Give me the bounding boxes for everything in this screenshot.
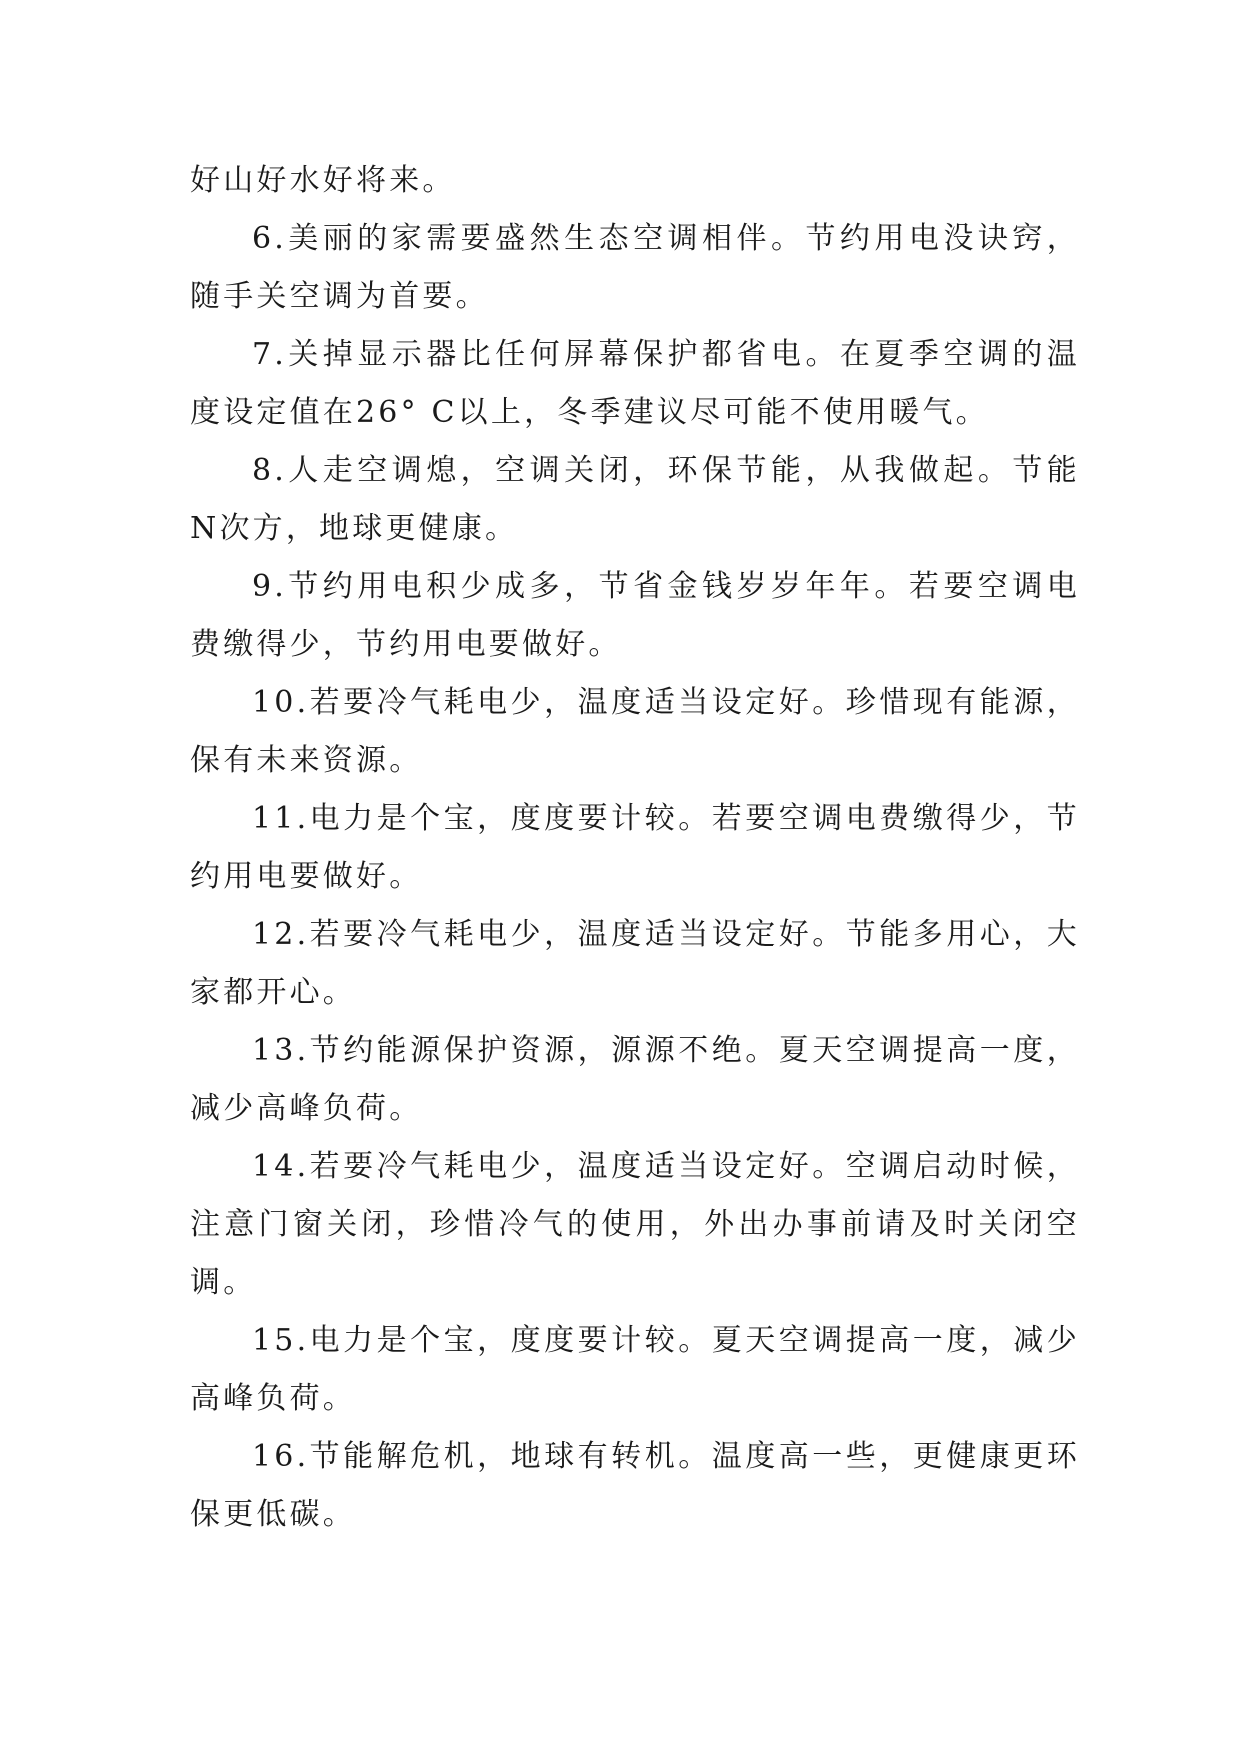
paragraph-12: 16.节能解危机，地球有转机。温度高一些，更健康更环保更低碳。 [190,1439,1080,1532]
paragraph-2: 6.美丽的家需要盛然生态空调相伴。节约用电没诀窍，随手关空调为首要。 [190,221,1080,314]
paragraph-1: 好山好水好将来。 [190,163,456,198]
paragraph-9: 13.节约能源保护资源，源源不绝。夏天空调提高一度，减少高峰负荷。 [190,1033,1080,1126]
paragraph-3: 7.关掉显示器比任何屏幕保护都省电。在夏季空调的温度设定值在26° C以上，冬季建议尽可能不使用暖气。 [190,337,1080,430]
paragraph-4: 8.人走空调熄，空调关闭，环保节能，从我做起。节能N次方，地球更健康。 [190,453,1080,546]
paragraph-7: 11.电力是个宝，度度要计较。若要空调电费缴得少，节约用电要做好。 [190,801,1080,894]
document-body [190,152,1080,1544]
paragraph-5: 9.节约用电积少成多，节省金钱岁岁年年。若要空调电费缴得少，节约用电要做好。 [190,569,1080,662]
paragraph-11: 15.电力是个宝，度度要计较。夏天空调提高一度，减少高峰负荷。 [190,1323,1080,1416]
paragraph-6: 10.若要冷气耗电少，温度适当设定好。珍惜现有能源，保有未来资源。 [190,685,1080,778]
paragraph-10: 14.若要冷气耗电少，温度适当设定好。空调启动时候，注意门窗关闭，珍惜冷气的使用，外出办事前请及时关闭空调。 [190,1149,1080,1300]
paragraph-8: 12.若要冷气耗电少，温度适当设定好。节能多用心，大家都开心。 [190,917,1080,1010]
